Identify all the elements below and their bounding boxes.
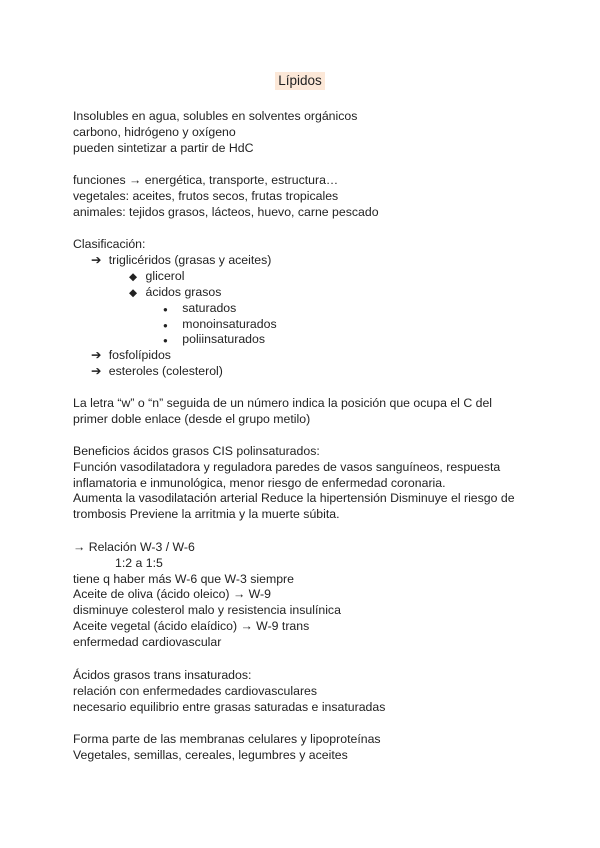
diamond-bullet-icon: ◆ [129, 271, 138, 283]
text-line: necesario equilibrio entre grasas saturadas e insaturadas [73, 699, 386, 714]
list-item-label: esteroles (colesterol) [108, 364, 223, 378]
list-item [91, 253, 271, 269]
list-item-label: fosfolípidos [108, 348, 171, 362]
dot-bullet-icon: ● [163, 321, 168, 330]
title-container [0, 72, 600, 90]
page-title: Lípidos [275, 72, 325, 90]
list-item [129, 269, 184, 286]
list-item-label: saturados [182, 301, 237, 315]
functions-block [73, 173, 543, 220]
list-item-label: glicerol [145, 269, 185, 283]
text-line: relación con enfermedades cardiovasculares [73, 683, 318, 698]
text-line: Aceite de oliva (ácido oleico) → W-9 [73, 587, 271, 602]
membranes-block [73, 732, 543, 764]
intro-block [73, 109, 543, 156]
classification-title: Clasificación: [73, 237, 146, 251]
benefits-paragraph: Función vasodilatadora y reguladora paredes de vasos sanguíneos, respuesta inflamatoria e inmunológica, menor riesgo de enfermedad coronaria. [73, 459, 501, 490]
list-item [91, 364, 223, 380]
dot-bullet-icon: ● [163, 336, 168, 345]
text-line: Vegetales, semillas, cereales, legumbres y aceites [73, 747, 348, 762]
benefits-paragraph: Aumenta la vasodilatación arterial Reduce la hipertensión Disminuye el riesgo de trombosis Previene la arritmia y la muerte súbita. [73, 491, 515, 522]
arrow-bullet-icon: ➔ [91, 253, 102, 267]
text-line: Forma parte de las membranas celulares y lipoproteínas [73, 732, 381, 746]
list-item [91, 348, 171, 364]
text-line: Aceite vegetal (ácido elaídico) → W-9 trans [73, 618, 310, 633]
diamond-bullet-icon: ◆ [129, 287, 138, 299]
list-item-label: monoinsaturados [182, 317, 277, 331]
ratio-block [73, 540, 543, 651]
classification-heading [73, 237, 543, 253]
list-item [163, 332, 265, 349]
dot-bullet-icon: ● [163, 305, 168, 314]
list-item-label: ácidos grasos [145, 285, 222, 299]
ratio-heading: → Relación W-3 / W-6 [73, 540, 195, 554]
text-line: enfermedad cardiovascular [73, 634, 222, 649]
text-line: carbono, hidrógeno y oxígeno [73, 124, 236, 139]
arrow-bullet-icon: ➔ [91, 364, 102, 378]
list-item-label: triglicéridos (grasas y aceites) [108, 253, 272, 267]
list-item [163, 301, 236, 318]
benefits-block [73, 444, 523, 523]
ratio-value: 1:2 a 1:5 [115, 555, 163, 570]
arrow-bullet-icon: ➔ [91, 348, 102, 362]
benefits-heading: Beneficios ácidos grasos CIS polinsaturados: [73, 444, 320, 458]
text-line: Ácidos grasos trans insaturados: [73, 668, 252, 682]
text-line: Insolubles en agua, solubles en solventes orgánicos [73, 109, 358, 123]
w-note-block [73, 396, 523, 428]
text-line: funciones → energética, transporte, estructura… [73, 173, 339, 187]
list-item [129, 285, 221, 302]
text-line: disminuye colesterol malo y resistencia insulínica [73, 603, 341, 618]
text-line: animales: tejidos grasos, lácteos, huevo, carne pescado [73, 204, 379, 219]
list-item-label: poliinsaturados [182, 332, 265, 346]
trans-block [73, 668, 543, 715]
text-line: tiene q haber más W-6 que W-3 siempre [73, 571, 294, 586]
text-line: pueden sintetizar a partir de HdC [73, 140, 254, 155]
w-note-text: La letra “w” o “n” seguida de un número indica la posición que ocupa el C del primer doble enlace (desde el grupo metilo) [73, 396, 493, 426]
text-line: vegetales: aceites, frutos secos, frutas tropicales [73, 188, 339, 203]
